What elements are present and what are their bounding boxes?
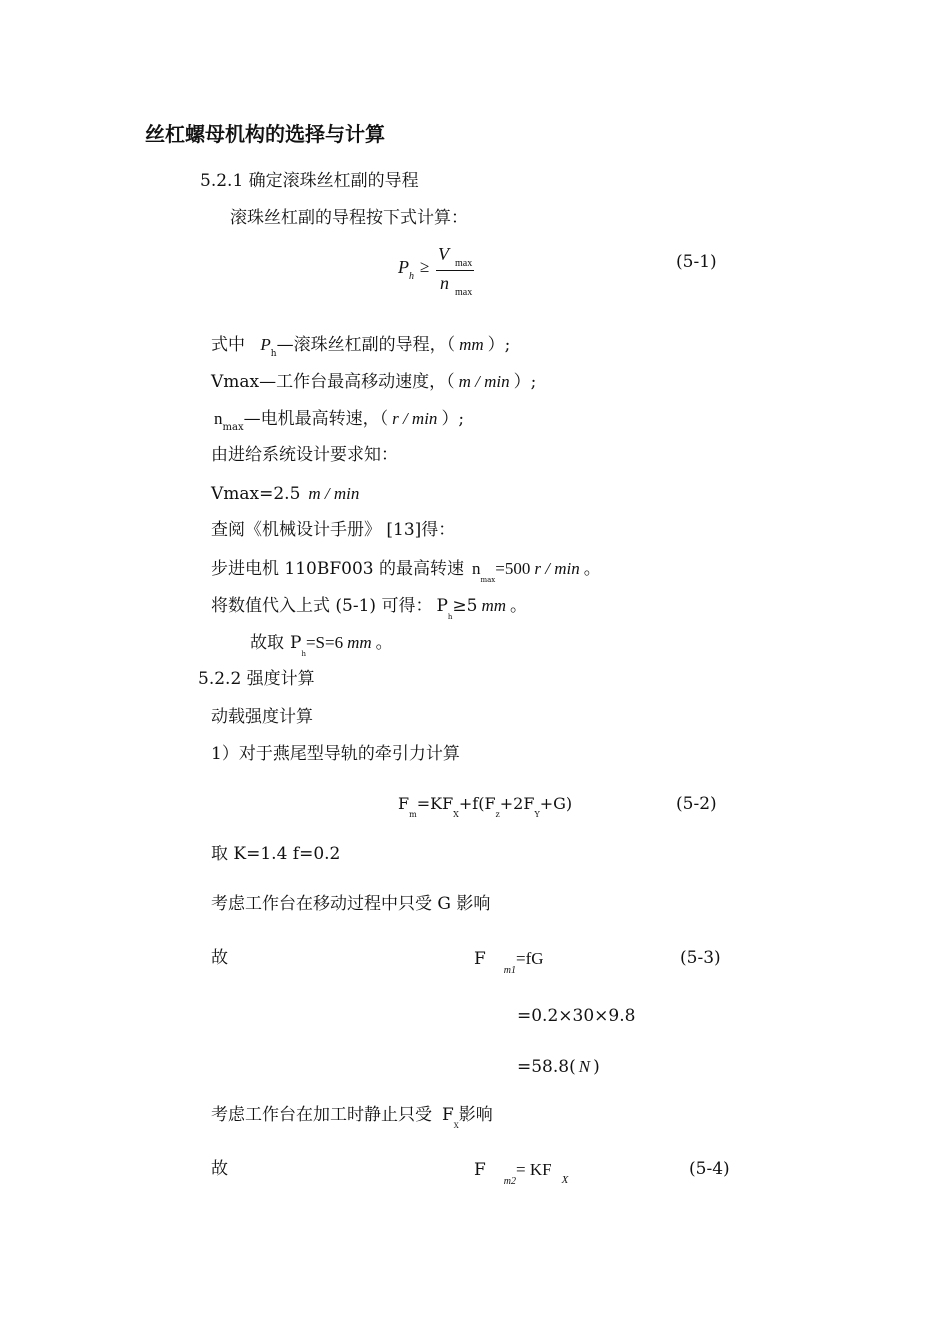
eq1-op: ≥: [420, 257, 430, 276]
eq4-tag: (5-4): [689, 1159, 730, 1179]
therefore-label-2: 故: [211, 1159, 228, 1179]
where-prefix: 式中: [211, 335, 245, 355]
eq3-step: =0.2×30×9.8: [517, 1006, 636, 1026]
where-ph-symbol: P: [260, 335, 271, 354]
manual-reference: 查阅《机械设计手册》 [13]得：: [211, 520, 456, 540]
eq3-f: F: [474, 949, 486, 969]
unit-m-per-min: m / min: [458, 372, 510, 391]
eq1-den: n: [440, 273, 449, 293]
eq2-expression: $F_m=KF_X+f(F_z+2F_Y+G)$: [398, 794, 573, 819]
subsection-heading-5-2-1: 5.2.1 确定滚珠丝杠副的导程: [200, 171, 419, 191]
fx-f: F: [442, 1105, 454, 1125]
vmax-text: Vmax—工作台最高移动速度，（: [211, 372, 455, 392]
period: 。: [583, 559, 601, 579]
close-paren: ）;: [513, 372, 537, 392]
eq4-sub: m2: [503, 1176, 517, 1187]
known-text: 由进给系统设计要求知：: [211, 445, 398, 465]
eq3-sub: m1: [503, 965, 517, 976]
unit-r-per-min: r / min: [534, 559, 580, 578]
nmax-sub: max: [222, 422, 244, 433]
period: 。: [510, 596, 528, 616]
substitution-line: [211, 596, 528, 621]
dynamic-strength-heading: 动载强度计算: [211, 707, 313, 727]
equation-5-4: [474, 1160, 569, 1187]
take-value-line: [250, 633, 393, 658]
fx-tail: 影响: [458, 1105, 493, 1125]
eq3-tag: (5-3): [680, 948, 721, 968]
motor-speed-line: [211, 559, 601, 584]
therefore-label: 故: [211, 948, 228, 968]
consider-g-text: 考虑工作台在移动过程中只受 G 影响: [211, 894, 491, 914]
eq3-result-line: [517, 1058, 600, 1076]
consider-fx-text: 考虑工作台在加工时静止只受: [211, 1105, 432, 1125]
motor-n-symbol: n: [472, 559, 481, 578]
eq1-lhs-sub: h: [409, 271, 414, 282]
eq3-rhs: =fG: [516, 949, 544, 968]
subsection-heading-5-2-2: 5.2.2 强度计算: [198, 669, 315, 689]
consider-fx-line: [211, 1105, 493, 1130]
eq3-result: =58.8(: [517, 1057, 576, 1077]
close-paren: ）;: [441, 409, 465, 429]
item-1-text: 1）对于燕尾型导轨的牵引力计算: [211, 744, 460, 764]
eq4-rhs: = KF: [516, 1160, 552, 1179]
unit-mm: mm: [347, 633, 372, 652]
nmax-definition-line: [214, 409, 465, 433]
eq4-x: X: [561, 1174, 569, 1186]
coefficients-text: 取 K=1.4 f=0.2: [211, 844, 341, 864]
subst-p-symbol: P: [436, 596, 448, 616]
take-value: =S=6: [305, 633, 344, 652]
subst-value: ≥5: [452, 596, 478, 616]
take-text: 故取: [250, 633, 284, 653]
equation-5-2: [398, 794, 573, 819]
motor-text: 步进电机 110BF003 的最高转速: [211, 559, 464, 579]
unit-r-per-min: r / min: [392, 409, 438, 428]
eq1-num-sub: max: [455, 258, 473, 269]
vmax-definition-line: [211, 373, 536, 391]
section-title: 丝杠螺母机构的选择与计算: [145, 122, 385, 146]
eq1-num: V: [438, 244, 449, 264]
nmax-text: —电机最高转速，（: [243, 409, 389, 429]
motor-speed-value: =500: [495, 559, 531, 578]
where-ph-text: —滚珠丝杠副的导程，（: [276, 335, 456, 355]
unit-m-per-min: m / min: [308, 484, 360, 503]
take-p-sub: h: [301, 650, 306, 658]
unit-mm: mm: [481, 596, 507, 615]
equation-5-3: [474, 949, 544, 976]
fx-sub: X: [453, 1122, 459, 1130]
period: 。: [375, 633, 393, 653]
eq1-den-sub: max: [455, 287, 473, 298]
vmax-value: Vmax=2.5: [211, 484, 301, 504]
take-p-symbol: P: [290, 633, 302, 653]
where-ph-line: [211, 335, 511, 359]
where-ph-sub: h: [270, 349, 277, 359]
intro-text: 滚珠丝杠副的导程按下式计算：: [230, 208, 468, 228]
eq1-tag: (5-1): [676, 252, 717, 272]
eq4-f: F: [474, 1160, 486, 1180]
unit-N: N: [578, 1057, 591, 1076]
motor-n-sub: max: [480, 576, 496, 584]
eq2-tag: (5-2): [676, 794, 717, 814]
eq1-fraction-bar: [436, 270, 474, 271]
close-paren: ）;: [487, 335, 511, 355]
eq1-lhs: P: [398, 257, 409, 277]
eq3-close: ): [593, 1057, 600, 1077]
unit-mm: mm: [459, 335, 484, 354]
subst-p-sub: h: [447, 613, 453, 621]
nmax-symbol: n: [214, 409, 223, 428]
vmax-value-line: [211, 485, 359, 503]
substitution-text: 将数值代入上式 (5-1) 可得：: [211, 596, 433, 616]
